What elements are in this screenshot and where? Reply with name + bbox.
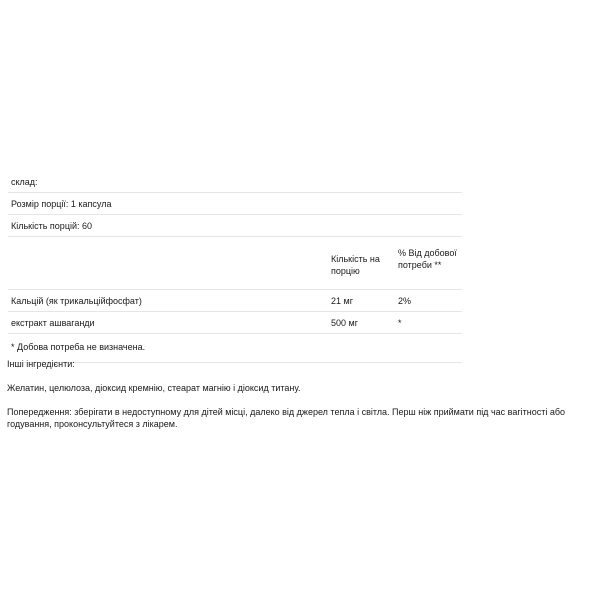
amount-per-serving-header: Кількість на порцію <box>331 254 380 276</box>
servings-per-container: Кількість порцій: 60 <box>11 221 93 231</box>
nutrient-daily-value: * <box>398 318 402 328</box>
serving-size: Розмір порції: 1 капсула <box>11 199 112 209</box>
table-row <box>8 290 462 312</box>
serving-size-row <box>8 193 462 215</box>
servings-per-container-row <box>8 215 462 237</box>
header-spacer <box>11 245 331 247</box>
other-ingredients-list: Желатин, целюлоза, діоксид кремнію, стеарат магнію і діоксид титану. <box>7 383 301 393</box>
nutrient-amount: 500 мг <box>331 318 358 328</box>
daily-value-header: % Від добової потреби ** <box>398 248 457 270</box>
nutrient-amount: 21 мг <box>331 296 353 306</box>
warning-text: Попередження: зберігати в недоступному для дітей місці, далеко від джерел тепла і світла. Перш ніж приймати під час вагітності або годування, проконсультуйтеся з лікарем. <box>7 407 565 429</box>
facts-header-row <box>8 237 462 290</box>
nutrient-name: Кальцій (як трикальційфосфат) <box>11 296 142 306</box>
nutrient-name: екстракт ашваганди <box>11 318 95 328</box>
facts-title: склад: <box>11 177 38 187</box>
footnote: * Добова потреба не визначена. <box>11 342 146 352</box>
facts-title-row <box>8 171 462 193</box>
supplement-facts-table <box>8 171 462 363</box>
table-row <box>8 312 462 334</box>
other-ingredients-title: Інші інгредієнти: <box>7 359 75 369</box>
other-ingredients-section <box>7 358 593 430</box>
nutrient-daily-value: 2% <box>398 296 412 306</box>
